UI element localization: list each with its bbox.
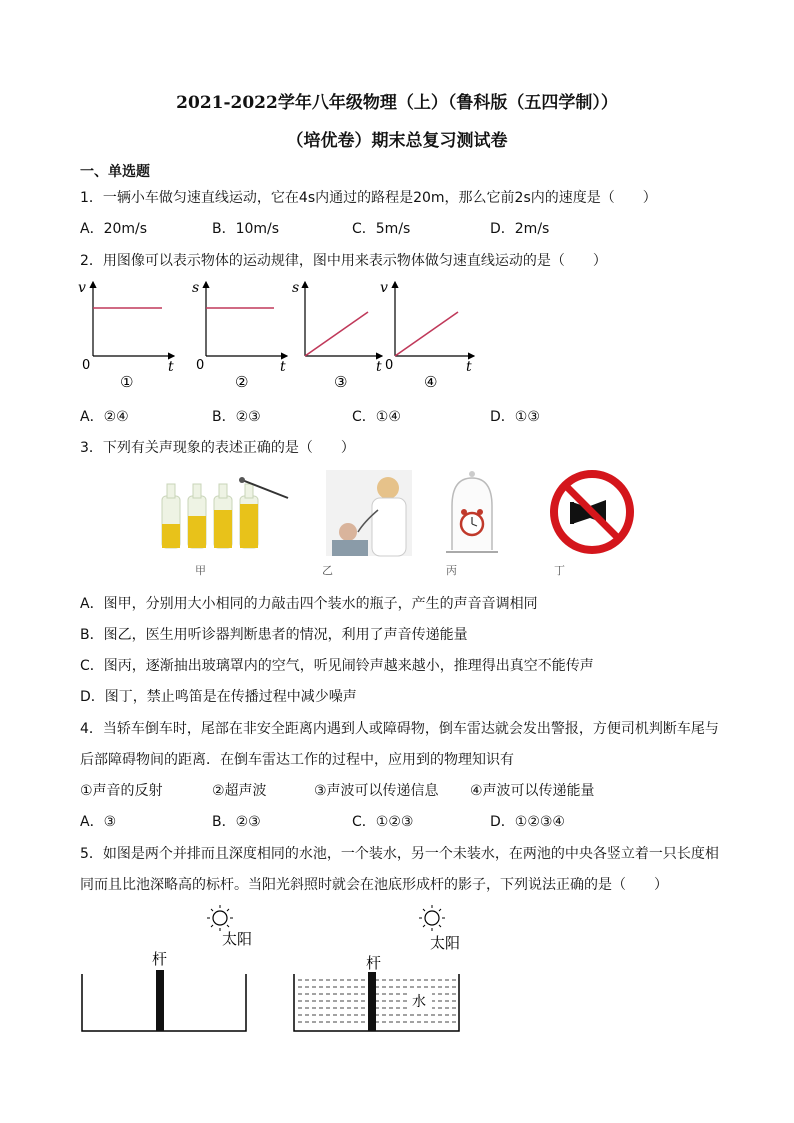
q4-item-3: ③声波可以传递信息: [314, 783, 439, 799]
q4-option-c: C．①②③: [352, 814, 414, 830]
graph-2-ylabel: s: [192, 280, 200, 296]
question-5-text-line-1: 5．如图是两个并排而且深度相同的水池，一个装水，另一个未装水，在两池的中央各竖立着一只长度相: [80, 846, 719, 862]
pole-label-left: 杆: [152, 950, 168, 968]
q2-option-b: B．②③: [212, 409, 261, 425]
pole-right: [368, 972, 376, 1031]
image-label-bing: 丙: [446, 564, 457, 577]
water-pool: [294, 905, 460, 1031]
q2-option-c: C．①④: [352, 409, 401, 425]
question-4-text-line-2: 后部障碍物间的距离．在倒车雷达工作的过程中，应用到的物理知识有: [80, 752, 514, 768]
q4-item-1: ①声音的反射: [80, 783, 163, 799]
q1-option-c: C．5m/s: [352, 221, 411, 237]
doctor-stethoscope-image: [326, 470, 412, 556]
bell-jar-alarm-image: [446, 471, 498, 552]
q1-option-a: A．20m/s: [80, 221, 148, 237]
q1-option-d: D．2m/s: [490, 221, 550, 237]
sun-icon-left: [207, 905, 233, 931]
q4-option-a: A．③: [80, 814, 117, 830]
graph-4: [380, 280, 474, 391]
q4-item-2: ②超声波: [212, 783, 267, 799]
graph-3-ylabel: s: [292, 280, 300, 296]
question-4-text-line-1: 4．当轿车倒车时，尾部在非安全距离内遇到人或障碍物，倒车雷达就会发出警报，方便司机判断车尾与: [80, 721, 719, 737]
q4-item-4: ④声波可以传递能量: [470, 783, 595, 799]
graph-4-line: [395, 312, 458, 356]
q2-option-a: A．②④: [80, 409, 129, 425]
graph-2: [192, 280, 287, 391]
motion-graphs: [70, 276, 490, 396]
q2-option-d: D．①③: [490, 409, 540, 425]
sun-label-left: 太阳: [222, 930, 253, 948]
graph-3-xlabel: t: [376, 359, 382, 375]
graph-1-origin: 0: [82, 358, 91, 373]
water-label: 水: [412, 994, 426, 1010]
no-honking-sign-icon: [554, 474, 630, 550]
q1-option-b: B．10m/s: [212, 221, 280, 237]
graph-2-xlabel: t: [280, 359, 286, 375]
q3-option-d: D．图丁，禁止鸣笛是在传播过程中减少噪声: [80, 689, 357, 705]
q4-option-b: B．②③: [212, 814, 261, 830]
title-line-2: （培优卷）期末总复习测试卷: [286, 131, 508, 151]
question-2-text: 2．用图像可以表示物体的运动规律，图中用来表示物体做匀速直线运动的是（ ）: [80, 253, 607, 269]
graph-1-ylabel: v: [78, 280, 86, 296]
graph-3-caption: ③: [334, 373, 348, 391]
image-label-ding: 丁: [554, 564, 565, 577]
graph-2-caption: ②: [235, 373, 249, 391]
q3-option-b: B．图乙，医生用听诊器判断患者的情况，利用了声音传递能量: [80, 627, 468, 643]
pole-left: [156, 970, 164, 1031]
image-label-jia: 甲: [195, 564, 206, 577]
graph-1-caption: ①: [120, 373, 134, 391]
question-5-text-line-2: 同而且比池深略高的标杆。当阳光斜照时就会在池底形成杆的影子，下列说法正确的是（ ）: [80, 877, 668, 893]
graph-3: [292, 280, 382, 391]
graph-4-origin: 0: [385, 358, 394, 373]
q3-option-a: A．图甲，分别用大小相同的力敲击四个装水的瓶子，产生的声音音调相同: [80, 596, 538, 612]
bottles-image: [162, 477, 288, 548]
graph-1: [78, 280, 174, 391]
title-line-1: 2021-2022学年八年级物理（上）（鲁科版（五四学制））: [176, 93, 618, 113]
graph-4-ylabel: v: [380, 280, 388, 296]
sound-images: [150, 466, 640, 582]
question-1-text: 1．一辆小车做匀速直线运动，它在4s内通过的路程是20m，那么它前2s内的速度是（ ）: [80, 190, 657, 206]
graph-3-line: [305, 312, 368, 356]
graph-4-xlabel: t: [466, 359, 472, 375]
sun-icon-right: [419, 905, 445, 931]
q4-option-d: D．①②③④: [490, 814, 565, 830]
sun-label-right: 太阳: [430, 934, 461, 952]
image-label-yi: 乙: [322, 564, 333, 577]
water-lines: [298, 980, 456, 1022]
graph-4-caption: ④: [424, 373, 438, 391]
empty-pool: [82, 905, 252, 1031]
pool-diagrams: [70, 900, 490, 1040]
q3-option-c: C．图丙，逐渐抽出玻璃罩内的空气，听见闹铃声越来越小，推理得出真空不能传声: [80, 658, 594, 674]
pole-label-right: 杆: [366, 954, 382, 972]
graph-1-xlabel: t: [168, 359, 174, 375]
graph-2-origin: 0: [196, 358, 205, 373]
question-3-text: 3．下列有关声现象的表述正确的是（ ）: [80, 440, 355, 456]
section-heading: 一、单选题: [80, 164, 150, 180]
